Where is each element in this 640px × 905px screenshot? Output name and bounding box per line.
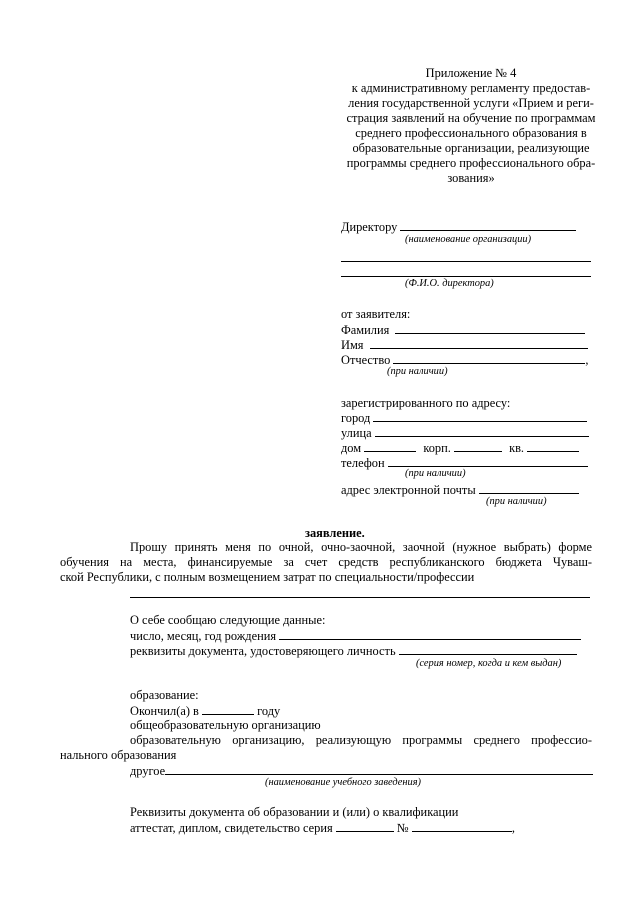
director-field[interactable] — [341, 219, 576, 235]
apartment-input[interactable] — [527, 440, 579, 452]
year-label: году — [257, 704, 281, 718]
other-label: другое — [130, 764, 166, 778]
statement-body-line: обучения на места, финансируемые за счет средств республиканского бюджета Чуваш- — [60, 555, 592, 569]
general-org-option: общеобразовательную организацию — [130, 718, 321, 732]
organization-hint: (наименование организации) — [405, 234, 532, 245]
phone-label: телефон — [341, 456, 385, 470]
surname-input[interactable] — [395, 322, 585, 334]
birth-date-input[interactable] — [279, 628, 581, 640]
street-label: улица — [341, 426, 372, 440]
patronymic-label: Отчество — [341, 353, 391, 367]
phone-input[interactable] — [388, 455, 588, 467]
patronymic-hint: (при наличии) — [387, 366, 448, 377]
patronymic-input[interactable] — [393, 352, 585, 364]
appendix-title: Приложение № 4 — [425, 66, 517, 80]
from-applicant-label: от заявителя: — [341, 307, 411, 321]
birth-date-label: число, месяц, год рождения — [130, 629, 277, 643]
email-hint: (при наличии) — [486, 496, 547, 507]
patronymic-field[interactable] — [341, 352, 589, 368]
appendix-line: к административному регламенту предостав- — [351, 81, 591, 95]
name-field[interactable] — [341, 337, 588, 353]
organization-input[interactable] — [400, 219, 576, 231]
specialty-input[interactable] — [130, 597, 590, 598]
document-number-input[interactable] — [412, 820, 512, 832]
document-title: Реквизиты документа об образовании и (или) о квалификации — [130, 805, 459, 819]
education-label: образование: — [130, 688, 199, 702]
statement-body-line: Прошу принять меня по очной, очно-заочной, заочной (нужное выбрать) форме — [130, 540, 592, 554]
id-document-label: реквизиты документа, удостоверяющего личность — [130, 644, 396, 658]
patronymic-comma: , — [585, 353, 589, 367]
city-label: город — [341, 411, 371, 425]
director-label: Директору — [341, 220, 398, 234]
graduated-field[interactable] — [130, 703, 280, 719]
other-education-input[interactable] — [165, 763, 593, 775]
personal-intro: О себе сообщаю следующие данные: — [130, 613, 326, 627]
email-label: адрес электронной почты — [341, 483, 476, 497]
id-document-input[interactable] — [399, 643, 577, 655]
fio-line-1[interactable] — [341, 261, 591, 262]
apartment-label: кв. — [509, 441, 525, 455]
appendix-line: ления государственной услуги «Прием и реги- — [348, 96, 594, 110]
document-series-label: аттестат, диплом, свидетельство серия — [130, 821, 333, 835]
name-input[interactable] — [370, 337, 588, 349]
email-input[interactable] — [479, 482, 579, 494]
graduation-year-input[interactable] — [202, 703, 254, 715]
house-input[interactable] — [364, 440, 416, 452]
document-number-label: № — [396, 821, 409, 835]
document-series-field[interactable] — [130, 820, 515, 836]
appendix-line: образовательные организации, реализующие — [352, 141, 590, 155]
name-label: Имя — [341, 338, 364, 352]
prof-org-option: образовательную организацию, реализующую программы среднего профессио- — [130, 733, 592, 747]
surname-field[interactable] — [341, 322, 585, 338]
appendix-line: программы среднего профессионального обра- — [346, 156, 596, 170]
surname-label: Фамилия — [341, 323, 390, 337]
street-field[interactable] — [341, 425, 589, 441]
house-field[interactable] — [341, 440, 579, 456]
fio-line-2[interactable] — [341, 276, 591, 277]
document-series-input[interactable] — [336, 820, 394, 832]
document-comma: , — [511, 821, 515, 835]
appendix-line: среднего профессионального образования в — [355, 126, 587, 140]
building-label: корп. — [423, 441, 451, 455]
house-label: дом — [341, 441, 362, 455]
id-document-field[interactable] — [130, 643, 577, 659]
phone-hint: (при наличии) — [405, 468, 466, 479]
birth-date-field[interactable] — [130, 628, 581, 644]
graduated-label: Окончил(а) в — [130, 704, 199, 718]
appendix-line: зования» — [447, 171, 495, 185]
statement-body-line: ской Республики, с полным возмещением затрат по специальности/профессии — [60, 570, 475, 584]
city-input[interactable] — [373, 410, 587, 422]
institution-hint: (наименование учебного заведения) — [265, 777, 422, 788]
statement-heading: заявление. — [305, 526, 365, 540]
street-input[interactable] — [375, 425, 589, 437]
appendix-line: страция заявлений на обучение по программам — [346, 111, 596, 125]
building-input[interactable] — [454, 440, 502, 452]
fio-hint: (Ф.И.О. директора) — [405, 278, 494, 289]
city-field[interactable] — [341, 410, 587, 426]
prof-org-option-cont: нального образования — [60, 748, 177, 762]
registered-address-label: зарегистрированного по адресу: — [341, 396, 511, 410]
id-document-hint: (серия номер, когда и кем выдан) — [416, 658, 562, 669]
